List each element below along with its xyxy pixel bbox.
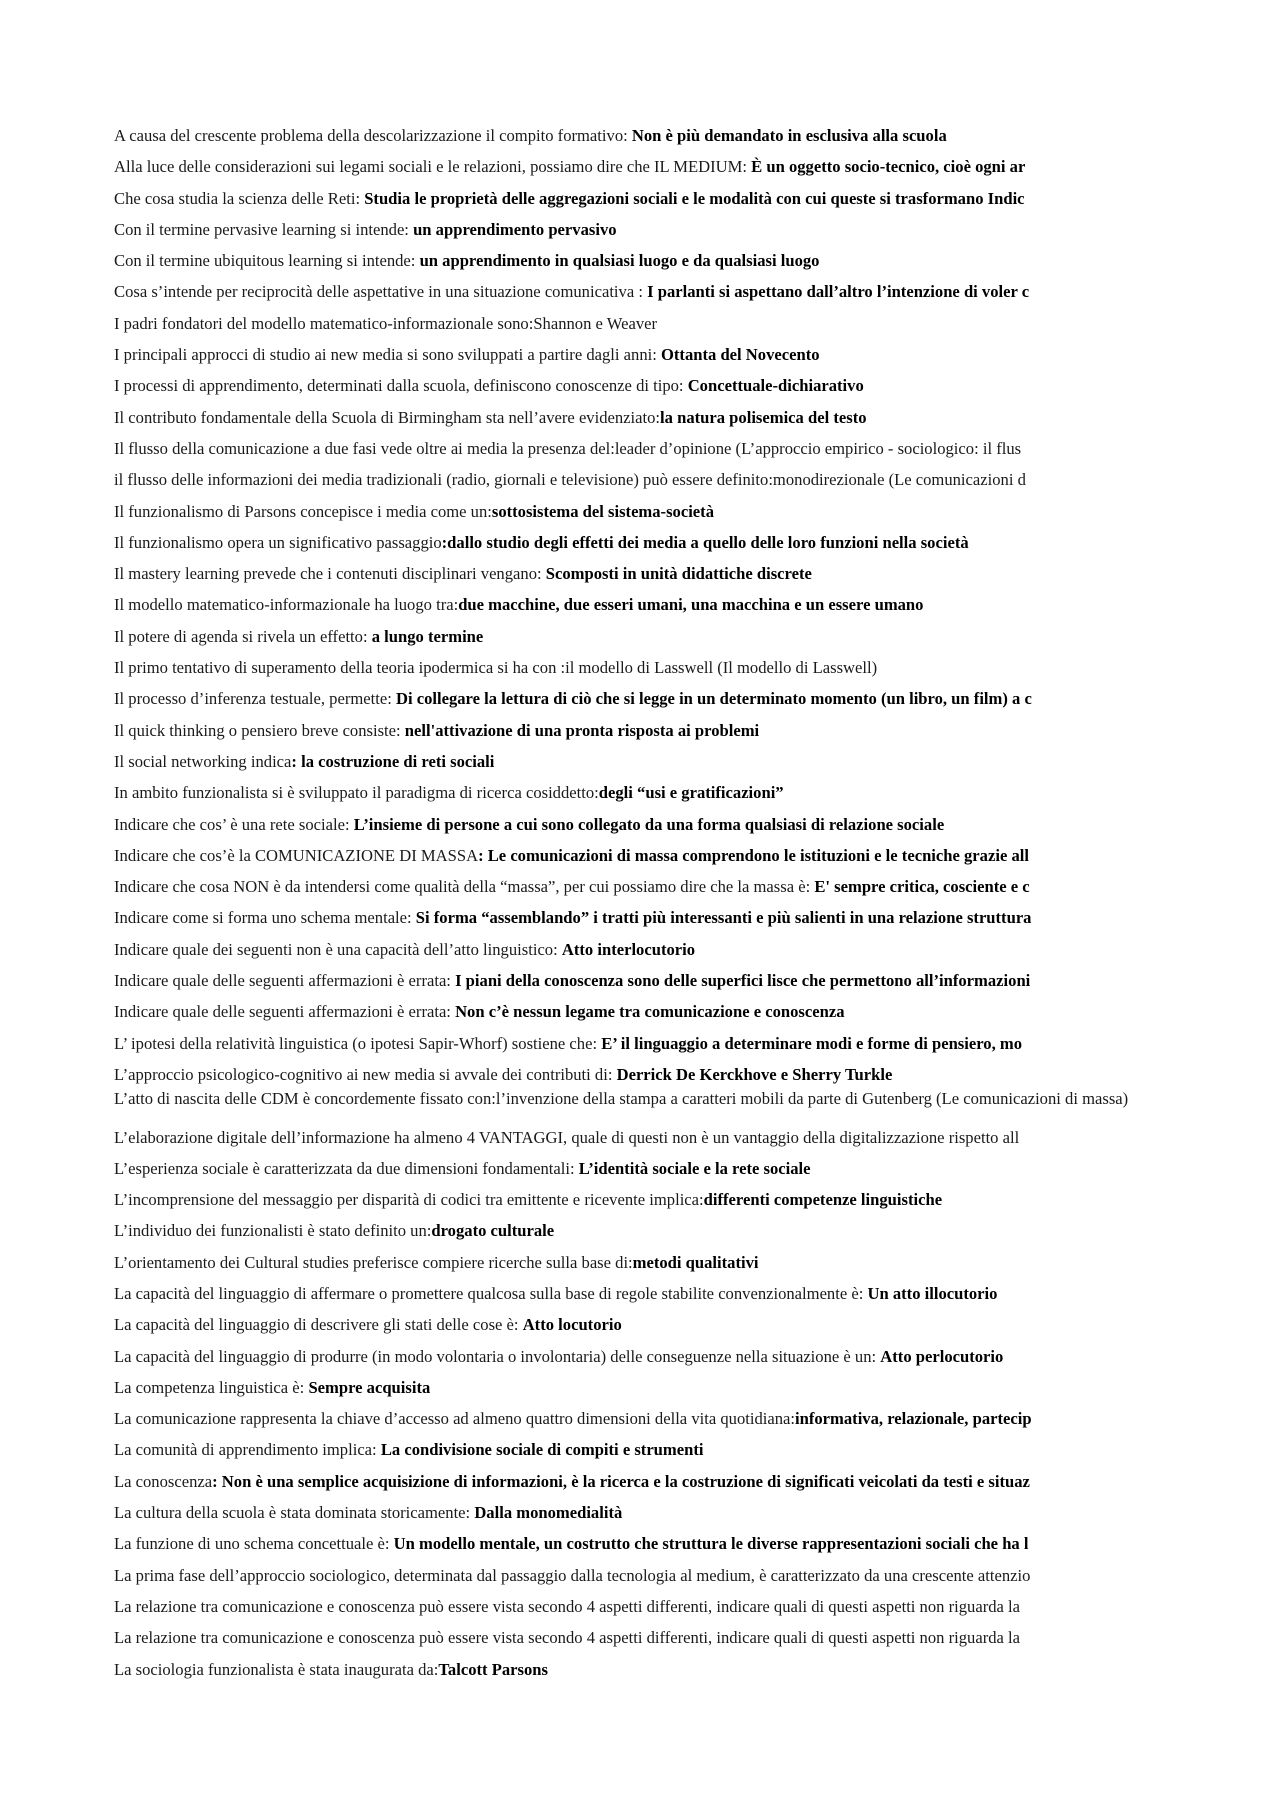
question-row (114, 1090, 1183, 1121)
question-text: L’individuo dei funzionalisti è stato definito un: (114, 1221, 432, 1241)
question-row (114, 370, 1183, 401)
answer-text: Concettuale-dichiarativo (687, 376, 864, 396)
question-row (114, 902, 1183, 933)
answer-text: Ottanta del Novecento (661, 345, 820, 365)
answer-text: Un modello mentale, un costrutto che struttura le diverse rappresentazioni sociali che ha l (393, 1534, 1029, 1554)
answer-text: drogato culturale (431, 1221, 555, 1241)
question-row (114, 746, 1183, 777)
question-text: Indicare quale delle seguenti affermazioni è errata: (114, 971, 456, 991)
question-row (114, 715, 1183, 746)
answer-text: : Le comunicazioni di massa comprendono le istituzioni e le tecniche grazie all (478, 845, 1029, 865)
question-row (114, 1528, 1183, 1559)
question-row (114, 777, 1183, 808)
answer-text: Sempre acquisita (308, 1377, 431, 1397)
answer-text: L’identità sociale e la rete sociale (578, 1158, 811, 1178)
answer-text: E’ il linguaggio a determinare modi e forme di pensiero, mo (601, 1033, 1023, 1053)
answer-text: E' sempre critica, cosciente e c (814, 877, 1030, 897)
answer-text: :dallo studio degli effetti dei media a quello delle loro funzioni nella società (441, 532, 969, 552)
question-text: La relazione tra comunicazione e conoscenza può essere vista secondo 4 aspetti differenti, indicare quali di questi aspetti non riguarda la (114, 1628, 1021, 1648)
answer-text: Dalla monomedialità (474, 1503, 623, 1523)
answer-text: Di collegare la lettura di ciò che si legge in un determinato momento (un libro, un film) a c (395, 689, 1032, 709)
question-text: Indicare che cos’è la COMUNICAZIONE DI MASSA (114, 845, 479, 865)
question-text: Il potere di agenda si rivela un effetto: (114, 626, 372, 646)
question-text: Il quick thinking o pensiero breve consiste: (114, 720, 405, 740)
question-text: Con il termine pervasive learning si intende: (114, 219, 414, 239)
question-row (114, 1434, 1183, 1465)
question-row (114, 214, 1183, 245)
question-row (114, 1654, 1183, 1685)
question-row (114, 308, 1183, 339)
answer-text: metodi qualitativi (632, 1252, 759, 1272)
answer-text: Studia le proprietà delle aggregazioni sociali e le modalità con cui queste si trasformano Indic (364, 188, 1025, 208)
question-row (114, 1215, 1183, 1246)
question-row (114, 1622, 1183, 1653)
question-row (114, 1059, 1183, 1090)
answer-text: L’insieme di persone a cui sono collegato da una forma qualsiasi di relazione sociale (353, 814, 945, 834)
question-text: L’orientamento dei Cultural studies preferisce compiere ricerche sulla base di: (114, 1252, 633, 1272)
answer-text: Derrick De Kerckhove e Sherry Turkle (616, 1064, 893, 1084)
question-row (114, 1372, 1183, 1403)
question-text: L’approccio psicologico-cognitivo ai new media si avvale dei contributi di: (114, 1064, 617, 1084)
answer-text: È un oggetto socio-tecnico, cioè ogni ar (751, 157, 1026, 177)
question-list (114, 120, 1183, 1685)
question-text: Indicare come si forma uno schema mentale: (114, 908, 416, 928)
question-row (114, 621, 1183, 652)
question-row (114, 652, 1183, 683)
answer-text: informativa, relazionale, partecip (795, 1409, 1032, 1429)
answer-text: la natura polisemica del testo (660, 407, 867, 427)
question-row (114, 1591, 1183, 1622)
question-text: La capacità del linguaggio di affermare o promettere qualcosa sulla base di regole stabilite convenzionalmente è: (114, 1283, 868, 1303)
question-text: Il modello matematico-informazionale ha luogo tra: (114, 595, 459, 615)
question-text: La sociologia funzionalista è stata inaugurata da: (114, 1659, 439, 1679)
question-text: L’ ipotesi della relatività linguistica (o ipotesi Sapir-Whorf) sostiene che: (114, 1033, 602, 1053)
question-row (114, 996, 1183, 1027)
question-row (114, 245, 1183, 276)
question-text: I processi di apprendimento, determinati dalla scuola, definiscono conoscenze di tipo: (114, 376, 688, 396)
question-text: Indicare che cosa NON è da intendersi come qualità della “massa”, per cui possiamo dire che la massa è: (114, 877, 815, 897)
question-row (114, 1028, 1183, 1059)
answer-text: sottosistema del sistema-società (491, 501, 714, 521)
answer-text: Atto perlocutorio (880, 1346, 1004, 1366)
question-text: L’incomprensione del messaggio per disparità di codici tra emittente e ricevente implica: (114, 1190, 704, 1210)
question-text: Il mastery learning prevede che i contenuti disciplinari vengano: (114, 564, 546, 584)
answer-text: Non c’è nessun legame tra comunicazione e conoscenza (455, 1002, 845, 1022)
question-text: Il flusso della comunicazione a due fasi vede oltre ai media la presenza del:leader d’opinione (L’approccio empirico - sociologico: il flus (114, 438, 1022, 458)
question-text: Indicare che cos’ è una rete sociale: (114, 814, 354, 834)
question-text: La competenza linguistica è: (114, 1377, 309, 1397)
question-text: Il contributo fondamentale della Scuola di Birmingham sta nell’avere evidenziato: (114, 407, 661, 427)
question-row (114, 1278, 1183, 1309)
question-text: Indicare quale dei seguenti non è una capacità dell’atto linguistico: (114, 939, 562, 959)
question-text: La funzione di uno schema concettuale è: (114, 1534, 394, 1554)
question-row (114, 1122, 1183, 1153)
question-row (114, 464, 1183, 495)
answer-text: nell'attivazione di una pronta risposta ai problemi (404, 720, 760, 740)
question-row (114, 433, 1183, 464)
question-text: La capacità del linguaggio di descrivere gli stati delle cose è: (114, 1315, 523, 1335)
question-row (114, 183, 1183, 214)
answer-text: La condivisione sociale di compiti e strumenti (380, 1440, 704, 1460)
answer-text: differenti competenze linguistiche (703, 1190, 943, 1210)
question-row (114, 276, 1183, 307)
answer-text: : Non è una semplice acquisizione di informazioni, è la ricerca e la costruzione di significati veicolati da testi e situaz (212, 1471, 1030, 1491)
question-row (114, 1309, 1183, 1340)
question-row (114, 1184, 1183, 1215)
question-text: il flusso delle informazioni dei media tradizionali (radio, giornali e televisione) può essere definito:monodirezionale (Le comunicazioni d (114, 470, 1026, 490)
answer-text: Atto interlocutorio (561, 939, 696, 959)
question-row (114, 402, 1183, 433)
question-text: Che cosa studia la scienza delle Reti: (114, 188, 365, 208)
question-row (114, 809, 1183, 840)
question-text: Con il termine ubiquitous learning si intende: (114, 251, 420, 271)
question-text: Il social networking indica (114, 751, 292, 771)
answer-text: Talcott Parsons (438, 1659, 548, 1679)
question-row (114, 1153, 1183, 1184)
question-text: I principali approcci di studio ai new media si sono sviluppati a partire dagli anni: (114, 345, 661, 365)
question-text: Alla luce delle considerazioni sui legami sociali e le relazioni, possiamo dire che IL MEDIUM: (114, 157, 752, 177)
question-row (114, 1247, 1183, 1278)
answer-text: I parlanti si aspettano dall’altro l’intenzione di voler c (647, 282, 1030, 302)
question-text: La prima fase dell’approccio sociologico, determinata dal passaggio dalla tecnologia al medium, è caratterizzato da una crescente attenzio (114, 1565, 1031, 1585)
question-row (114, 840, 1183, 871)
answer-text: I piani della conoscenza sono delle superfici lisce che permettono all’informazioni (455, 971, 1031, 991)
question-text: La capacità del linguaggio di produrre (in modo volontaria o involontaria) delle conseguenze nella situazione è un: (114, 1346, 881, 1366)
question-text: Cosa s’intende per reciprocità delle aspettative in una situazione comunicativa : (114, 282, 648, 302)
question-row (114, 1560, 1183, 1591)
answer-text: due macchine, due esseri umani, una macchina e un essere umano (458, 595, 924, 615)
question-row (114, 1497, 1183, 1528)
answer-text: Scomposti in unità didattiche discrete (545, 564, 812, 584)
question-text: La relazione tra comunicazione e conoscenza può essere vista secondo 4 aspetti differenti, indicare quali di questi aspetti non riguarda la (114, 1596, 1021, 1616)
answer-text: Atto locutorio (522, 1315, 622, 1335)
question-row (114, 589, 1183, 620)
question-row (114, 339, 1183, 370)
answer-text: : la costruzione di reti sociali (291, 751, 495, 771)
question-text: L’atto di nascita delle CDM è concordemente fissato con:l’invenzione della stampa a caratteri mobili da parte di Gutenberg (Le comunicazioni di massa) (114, 1090, 1129, 1109)
question-text: La cultura della scuola è stata dominata storicamente: (114, 1503, 475, 1523)
question-text: Il primo tentativo di superamento della teoria ipodermica si ha con :il modello di Lasswell (Il modello di Lasswell) (114, 658, 878, 678)
answer-text: Un atto illocutorio (867, 1283, 998, 1303)
question-row (114, 1403, 1183, 1434)
question-text: La comunicazione rappresenta la chiave d’accesso ad almeno quattro dimensioni della vita quotidiana: (114, 1409, 796, 1429)
answer-text: Non è più demandato in esclusiva alla scuola (631, 126, 947, 145)
question-text: A causa del crescente problema della descolarizzazione il compito formativo: (114, 126, 632, 145)
question-text: L’esperienza sociale è caratterizzata da due dimensioni fondamentali: (114, 1158, 579, 1178)
question-text: L’elaborazione digitale dell’informazione ha almeno 4 VANTAGGI, quale di questi non è un vantaggio della digitalizzazione rispetto all (114, 1127, 1020, 1147)
question-row (114, 527, 1183, 558)
question-row (114, 151, 1183, 182)
question-text: Il funzionalismo di Parsons concepisce i media come un: (114, 501, 492, 521)
question-row (114, 871, 1183, 902)
question-row (114, 965, 1183, 996)
question-row (114, 1341, 1183, 1372)
question-row (114, 934, 1183, 965)
question-text: I padri fondatori del modello matematico-informazionale sono:Shannon e Weaver (114, 313, 658, 333)
question-row (114, 120, 1183, 151)
question-text: Indicare quale delle seguenti affermazioni è errata: (114, 1002, 456, 1022)
answer-text: a lungo termine (371, 626, 484, 646)
question-text: La comunità di apprendimento implica: (114, 1440, 381, 1460)
question-text: Il funzionalismo opera un significativo passaggio (114, 532, 442, 552)
question-row (114, 496, 1183, 527)
answer-text: Si forma “assemblando” i tratti più interessanti e più salienti in una relazione struttura (415, 908, 1032, 928)
question-row (114, 683, 1183, 714)
question-text: La conoscenza (114, 1471, 213, 1491)
question-text: In ambito funzionalista si è sviluppato il paradigma di ricerca cosiddetto: (114, 783, 599, 803)
answer-text: un apprendimento in qualsiasi luogo e da qualsiasi luogo (419, 251, 820, 271)
answer-text: un apprendimento pervasivo (413, 219, 617, 239)
question-row (114, 558, 1183, 589)
answer-text: degli “usi e gratificazioni” (598, 783, 784, 803)
question-row (114, 1466, 1183, 1497)
question-text: Il processo d’inferenza testuale, permette: (114, 689, 396, 709)
